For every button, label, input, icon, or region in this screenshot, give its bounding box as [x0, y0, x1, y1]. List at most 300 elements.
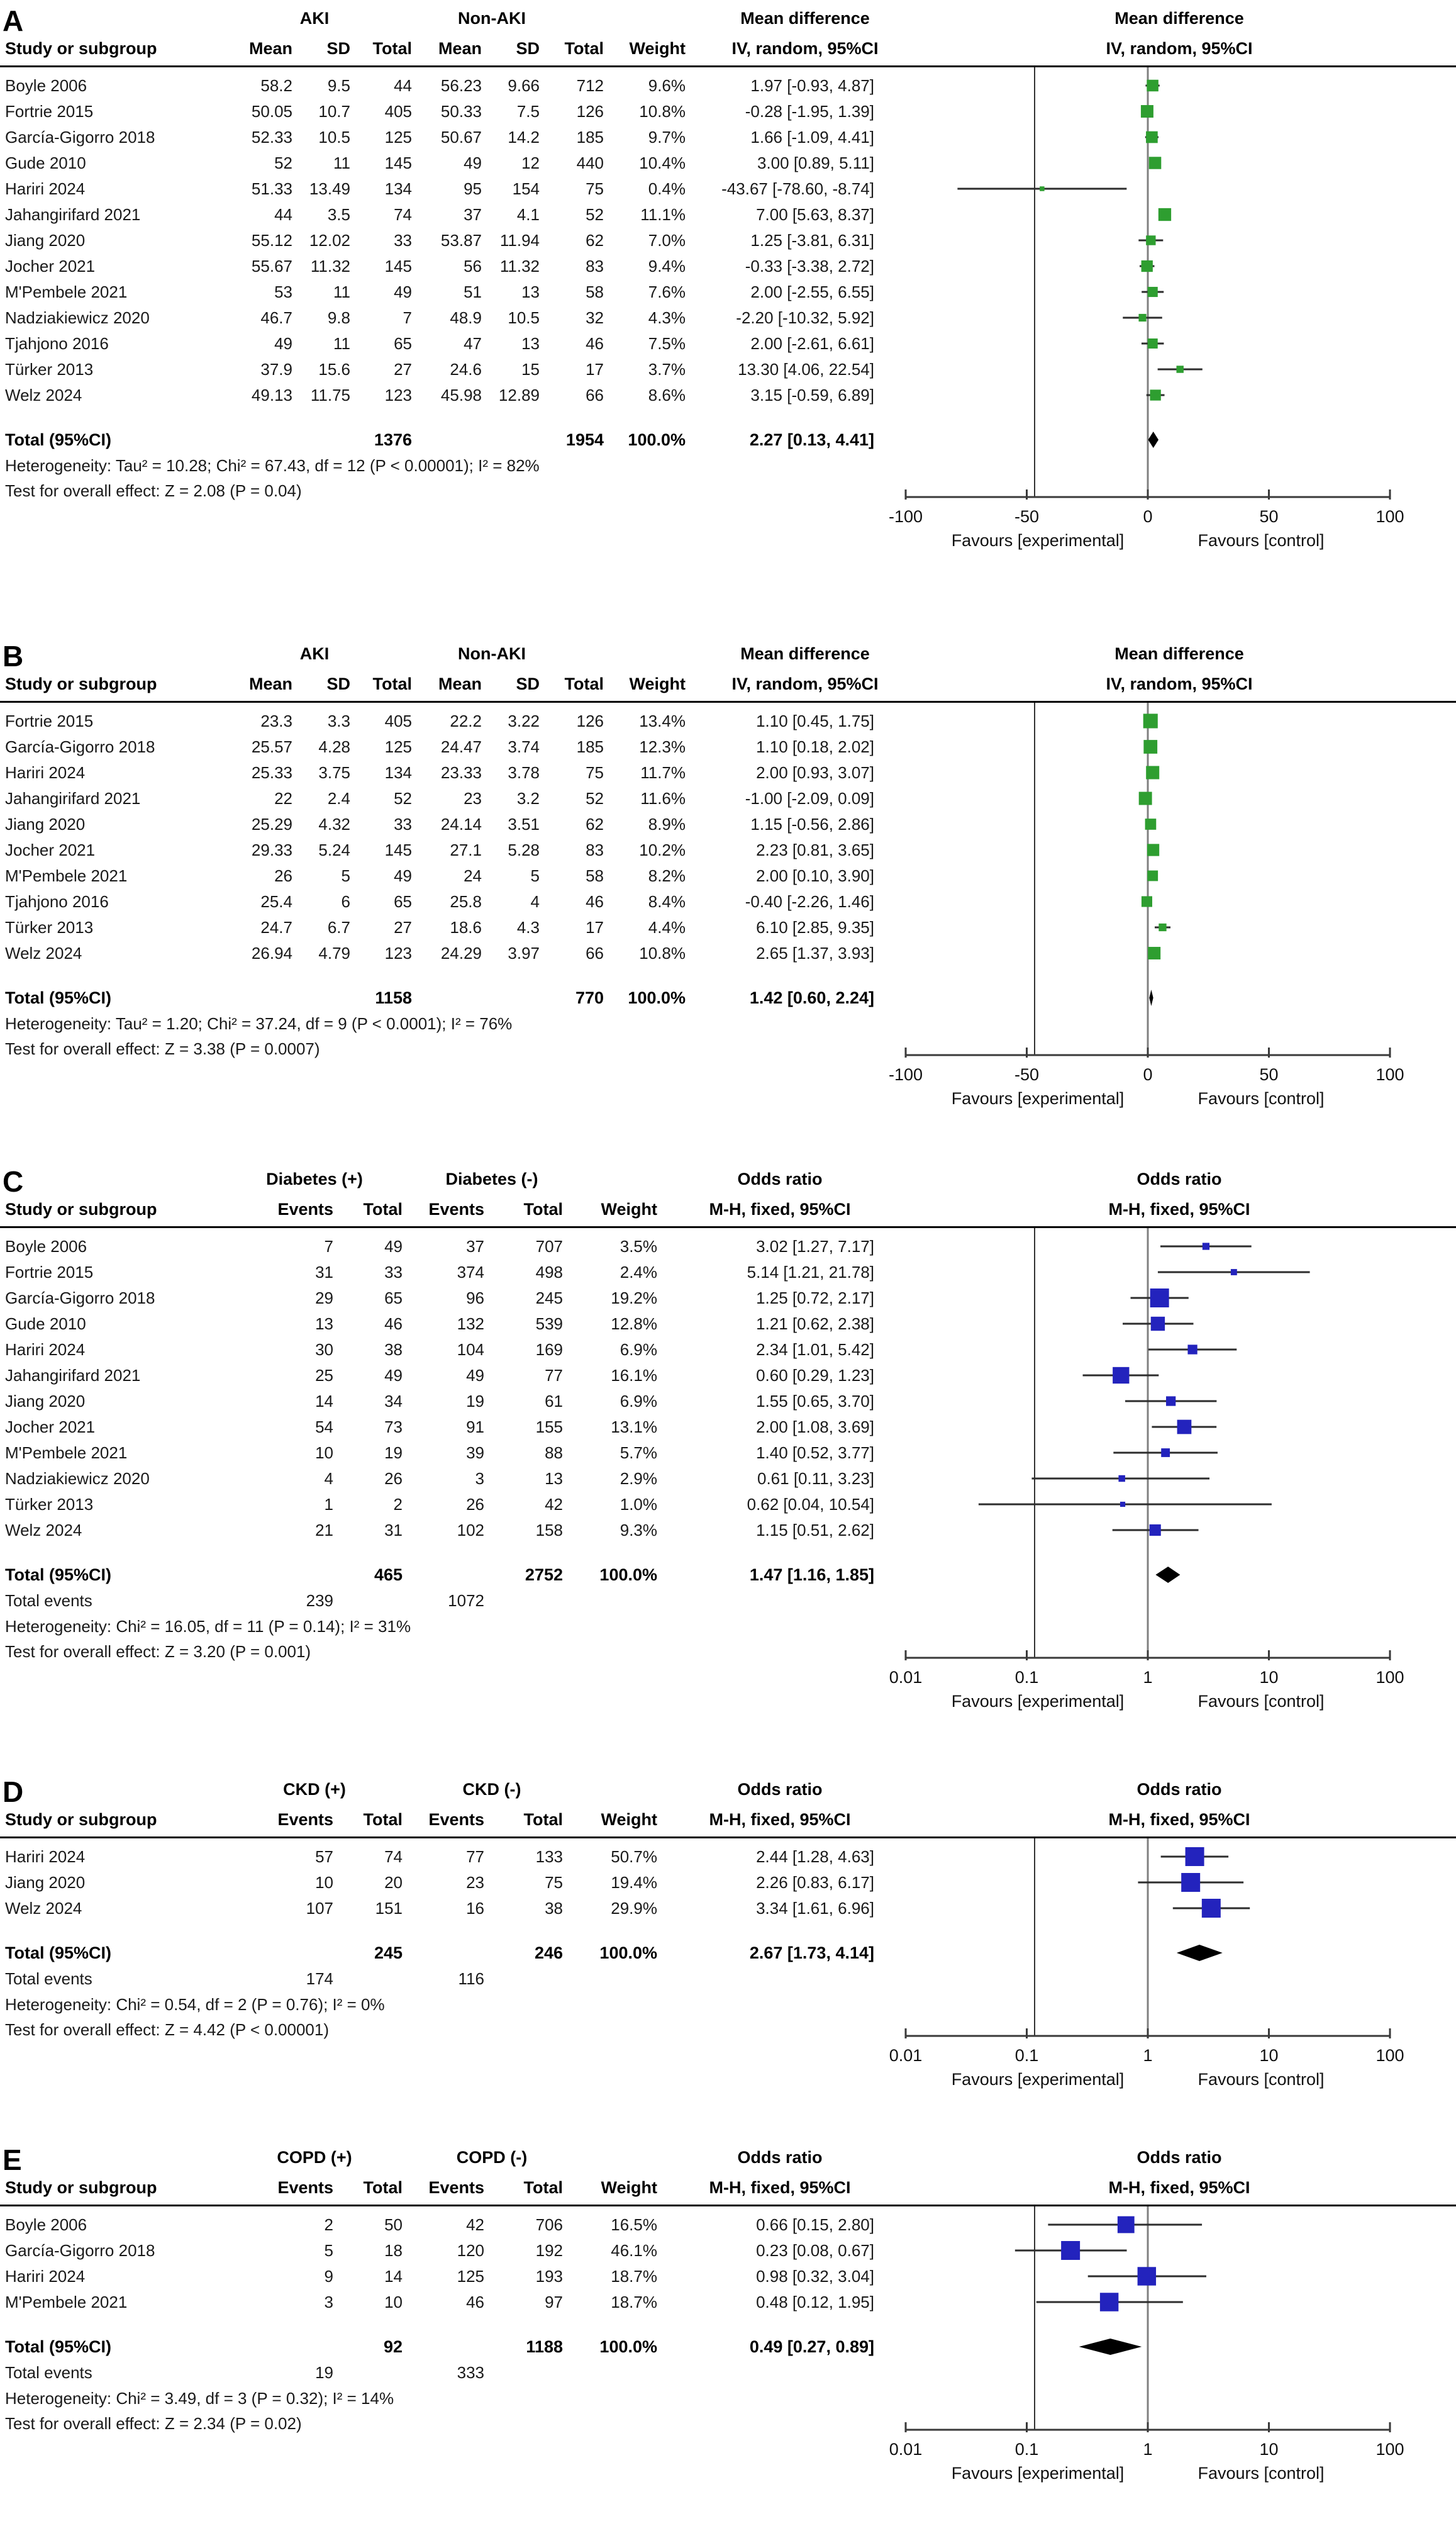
study-label: Jahangirifard 2021 — [5, 789, 141, 808]
cell-value: 24.14 — [440, 815, 482, 834]
effect-marker — [1148, 947, 1160, 959]
study-column-header: Study or subgroup — [5, 1200, 157, 1219]
cell-value: 31 — [384, 1521, 403, 1540]
cell-value: 52 — [586, 205, 604, 224]
effect-ci-text: 0.61 [0.11, 3.23] — [757, 1469, 874, 1488]
effect-ci-text: 1.25 [0.72, 2.17] — [756, 1288, 874, 1307]
effect-ci-text: 0.98 [0.32, 3.04] — [756, 2267, 874, 2286]
column-header-weight: Weight — [629, 674, 686, 693]
cell-value: 9.6% — [648, 76, 686, 95]
cell-value: 132 — [457, 1314, 484, 1333]
cell-value: 707 — [535, 1237, 563, 1256]
total-weight: 100.0% — [599, 1943, 657, 1962]
cell-value: 51 — [464, 282, 482, 301]
method-header-stats: IV, random, 95%CI — [731, 39, 879, 58]
column-header-events: Events — [277, 1810, 333, 1829]
group2-header: Diabetes (-) — [445, 1170, 538, 1188]
effect-ci-text: 3.00 [0.89, 5.11] — [757, 154, 874, 172]
cell-value: 37 — [464, 205, 482, 224]
effect-title-stats: Odds ratio — [737, 1170, 823, 1188]
cell-value: 7.6% — [648, 282, 686, 301]
panel-E — [0, 2139, 1456, 2521]
cell-value: 23 — [464, 789, 482, 808]
cell-value: 44 — [274, 205, 292, 224]
overall-effect-text: Test for overall effect: Z = 2.34 (P = 0.02) — [5, 2414, 302, 2433]
effect-marker — [1161, 1448, 1170, 1457]
column-header-total: Total — [564, 39, 604, 58]
cell-value: 13.49 — [309, 179, 350, 198]
cell-value: 52.33 — [251, 128, 292, 147]
effect-title-stats: Mean difference — [740, 9, 870, 28]
effect-ci-text: 1.10 [0.18, 2.02] — [756, 737, 874, 756]
effect-ci-text: 6.10 [2.85, 9.35] — [756, 918, 874, 937]
axis-tick-label: 0 — [1143, 1065, 1153, 1084]
cell-value: 11.32 — [310, 257, 350, 276]
study-label: Jocher 2021 — [5, 841, 96, 859]
cell-value: 11 — [333, 154, 350, 172]
cell-value: 125 — [384, 737, 412, 756]
cell-value: 75 — [586, 763, 604, 782]
cell-value: 25.57 — [251, 737, 292, 756]
cell-value: 2.4 — [327, 789, 350, 808]
effect-marker — [1147, 844, 1159, 856]
total-events-group2: 1072 — [448, 1591, 484, 1610]
column-header-total: Total — [523, 1810, 563, 1829]
effect-marker — [1203, 1243, 1209, 1249]
cell-value: 25.29 — [251, 815, 292, 834]
cell-value: 47 — [464, 334, 482, 353]
effect-marker — [1147, 80, 1159, 92]
cell-value: 125 — [384, 128, 412, 147]
total-effect-ci: 1.42 [0.60, 2.24] — [749, 988, 874, 1007]
total-n-group2: 246 — [534, 1943, 563, 1962]
cell-value: 10.5 — [508, 308, 540, 327]
cell-value: 6.9% — [620, 1340, 657, 1359]
total-row-label: Total (95%CI) — [5, 988, 112, 1007]
cell-value: 27 — [394, 360, 412, 379]
cell-value: 58 — [586, 866, 604, 885]
effect-marker — [1149, 157, 1161, 169]
header-rule — [0, 65, 1456, 67]
method-header-stats: M-H, fixed, 95%CI — [709, 2178, 851, 2197]
column-header-total: Total — [523, 1200, 563, 1219]
axis-tick-label: 100 — [1375, 1065, 1404, 1084]
effect-ci-text: 3.02 [1.27, 7.17] — [756, 1237, 874, 1256]
cell-value: 50.05 — [251, 102, 292, 121]
cell-value: 19 — [384, 1443, 403, 1462]
panel-D — [0, 1771, 1456, 2139]
panel-letter: A — [3, 4, 24, 37]
effect-ci-text: -1.00 [-2.09, 0.09] — [745, 789, 874, 808]
cell-value: 16.5% — [611, 2215, 657, 2234]
cell-value: 10.8% — [639, 944, 686, 963]
axis-tick-label: 0.01 — [889, 2046, 923, 2065]
total-n-group1: 1376 — [374, 430, 412, 449]
cell-value: 11.75 — [310, 386, 350, 405]
effect-marker — [1166, 1396, 1175, 1406]
axis-tick-label: 10 — [1259, 2440, 1279, 2459]
cell-value: 8.2% — [648, 866, 686, 885]
axis-tick-label: 1 — [1143, 2440, 1153, 2459]
axis-tick-label: -50 — [1014, 1065, 1040, 1084]
effect-marker — [1176, 366, 1183, 372]
axis-tick-label: 0.1 — [1014, 2440, 1039, 2459]
column-header-total: Total — [363, 1810, 403, 1829]
total-events-group2: 333 — [457, 2363, 484, 2382]
favours-experimental-label: Favours [experimental] — [951, 531, 1125, 550]
cell-value: 22.2 — [450, 712, 482, 730]
cell-value: 154 — [512, 179, 540, 198]
cell-value: 23.3 — [260, 712, 292, 730]
effect-marker — [1187, 1344, 1197, 1354]
cell-value: 19 — [466, 1392, 484, 1411]
axis-tick-label: 100 — [1375, 1668, 1404, 1687]
total-events-group1: 239 — [306, 1591, 333, 1610]
study-label: M'Pembele 2021 — [5, 2293, 128, 2311]
cell-value: 440 — [576, 154, 604, 172]
heterogeneity-text: Heterogeneity: Tau² = 1.20; Chi² = 37.24, df = 9 (P < 0.0001); I² = 76% — [5, 1014, 513, 1033]
cell-value: 126 — [576, 102, 604, 121]
cell-value: 145 — [384, 257, 412, 276]
axis-tick-label: 100 — [1375, 507, 1404, 526]
cell-value: 34 — [384, 1392, 403, 1411]
cell-value: 65 — [394, 892, 412, 911]
cell-value: 11.94 — [499, 231, 540, 250]
total-n-group1: 465 — [374, 1565, 403, 1584]
cell-value: 55.12 — [251, 231, 292, 250]
cell-value: 4 — [530, 892, 540, 911]
study-label: Jahangirifard 2021 — [5, 205, 141, 224]
cell-value: 4.3 — [516, 918, 540, 937]
study-label: Boyle 2006 — [5, 1237, 87, 1256]
study-label: Türker 2013 — [5, 918, 94, 937]
cell-value: 49 — [394, 866, 412, 885]
study-label: García-Gigorro 2018 — [5, 1288, 155, 1307]
total-row-label: Total (95%CI) — [5, 1943, 112, 1962]
cell-value: 6.7 — [327, 918, 350, 937]
study-label: M'Pembele 2021 — [5, 1443, 128, 1462]
cell-value: 32 — [586, 308, 604, 327]
effect-marker — [1186, 1847, 1204, 1866]
cell-value: 18 — [384, 2241, 403, 2260]
cell-value: 50 — [384, 2215, 403, 2234]
cell-value: 49 — [384, 1237, 403, 1256]
cell-value: 55.67 — [251, 257, 292, 276]
cell-value: 16 — [466, 1899, 484, 1918]
axis-tick-label: 1 — [1143, 1668, 1153, 1687]
cell-value: 498 — [535, 1263, 563, 1282]
column-header-sd: SD — [516, 674, 540, 693]
cell-value: 12.8% — [611, 1314, 657, 1333]
effect-ci-text: 2.44 [1.28, 4.63] — [756, 1847, 874, 1866]
cell-value: 18.6 — [450, 918, 482, 937]
effect-marker — [1147, 871, 1158, 881]
cell-value: 5.24 — [318, 841, 350, 859]
effect-ci-text: 2.26 [0.83, 6.17] — [756, 1873, 874, 1892]
cell-value: 3.22 — [508, 712, 540, 730]
study-label: Boyle 2006 — [5, 76, 87, 95]
overall-effect-text: Test for overall effect: Z = 3.20 (P = 0.001) — [5, 1642, 311, 1661]
cell-value: 19.4% — [611, 1873, 657, 1892]
pooled-diamond — [1148, 432, 1159, 448]
cell-value: 12 — [521, 154, 540, 172]
group1-header: AKI — [299, 9, 330, 28]
total-n-group2: 2752 — [525, 1565, 563, 1584]
total-weight: 100.0% — [628, 988, 686, 1007]
study-column-header: Study or subgroup — [5, 2178, 157, 2197]
study-label: Welz 2024 — [5, 944, 82, 963]
cell-value: 52 — [394, 789, 412, 808]
cell-value: 62 — [586, 815, 604, 834]
effect-ci-text: 13.30 [4.06, 22.54] — [738, 360, 874, 379]
cell-value: 45.98 — [440, 386, 482, 405]
cell-value: 23 — [466, 1873, 484, 1892]
panel-letter: E — [3, 2144, 22, 2176]
effect-title-plot: Odds ratio — [1136, 1170, 1222, 1188]
cell-value: 185 — [576, 128, 604, 147]
effect-marker — [1120, 1502, 1125, 1507]
method-header-stats: M-H, fixed, 95%CI — [709, 1200, 851, 1219]
cell-value: 38 — [384, 1340, 403, 1359]
cell-value: 53 — [274, 282, 292, 301]
cell-value: 14 — [384, 2267, 403, 2286]
cell-value: 4.1 — [516, 205, 540, 224]
total-effect-ci: 0.49 [0.27, 0.89] — [749, 2337, 874, 2356]
cell-value: 50.7% — [611, 1847, 657, 1866]
column-header-weight: Weight — [629, 39, 686, 58]
column-header-events: Events — [428, 2178, 484, 2197]
favours-control-label: Favours [control] — [1198, 531, 1325, 550]
favours-experimental-label: Favours [experimental] — [951, 1089, 1125, 1108]
cell-value: 97 — [545, 2293, 563, 2311]
favours-control-label: Favours [control] — [1198, 1692, 1325, 1711]
column-header-total: Total — [363, 1200, 403, 1219]
effect-marker — [1142, 260, 1153, 272]
effect-marker — [1145, 819, 1157, 830]
cell-value: 15 — [521, 360, 540, 379]
column-header-total: Total — [372, 39, 412, 58]
cell-value: 3.51 — [508, 815, 540, 834]
cell-value: 13.1% — [611, 1417, 657, 1436]
cell-value: 3.7% — [648, 360, 686, 379]
effect-ci-text: 2.00 [-2.55, 6.55] — [750, 282, 874, 301]
effect-ci-text: 0.48 [0.12, 1.95] — [756, 2293, 874, 2311]
study-label: Türker 2013 — [5, 1495, 94, 1514]
cell-value: 33 — [394, 231, 412, 250]
total-effect-ci: 1.47 [1.16, 1.85] — [749, 1565, 874, 1584]
cell-value: 14 — [315, 1392, 333, 1411]
effect-title-stats: Mean difference — [740, 644, 870, 663]
axis-tick-label: 50 — [1259, 1065, 1279, 1084]
effect-marker — [1177, 1420, 1192, 1434]
cell-value: 95 — [464, 179, 482, 198]
cell-value: 24 — [464, 866, 482, 885]
cell-value: 712 — [576, 76, 604, 95]
effect-ci-text: 1.40 [0.52, 3.77] — [756, 1443, 874, 1462]
total-weight: 100.0% — [599, 2337, 657, 2356]
cell-value: 3 — [324, 2293, 333, 2311]
column-header-total: Total — [523, 2178, 563, 2197]
effect-ci-text: 1.66 [-1.09, 4.41] — [750, 128, 874, 147]
method-header-plot: IV, random, 95%CI — [1106, 674, 1253, 693]
cell-value: 14.2 — [508, 128, 540, 147]
heterogeneity-text: Heterogeneity: Tau² = 10.28; Chi² = 67.43, df = 12 (P < 0.00001); I² = 82% — [5, 456, 540, 475]
cell-value: 49.13 — [251, 386, 292, 405]
column-header-total: Total — [372, 674, 412, 693]
study-label: Jocher 2021 — [5, 1417, 96, 1436]
cell-value: 17 — [586, 918, 604, 937]
study-label: M'Pembele 2021 — [5, 866, 128, 885]
method-header-stats: IV, random, 95%CI — [731, 674, 879, 693]
cell-value: 77 — [545, 1366, 563, 1385]
study-label: García-Gigorro 2018 — [5, 737, 155, 756]
cell-value: 56 — [464, 257, 482, 276]
study-label: Nadziakiewicz 2020 — [5, 1469, 150, 1488]
effect-ci-text: 0.60 [0.29, 1.23] — [756, 1366, 874, 1385]
effect-ci-text: -43.67 [-78.60, -8.74] — [721, 179, 874, 198]
effect-ci-text: -0.40 [-2.26, 1.46] — [745, 892, 874, 911]
cell-value: 3.97 — [508, 944, 540, 963]
cell-value: 706 — [535, 2215, 563, 2234]
group1-header: AKI — [299, 644, 330, 663]
cell-value: 125 — [457, 2267, 484, 2286]
cell-value: 5 — [324, 2241, 333, 2260]
cell-value: 48.9 — [450, 308, 482, 327]
axis-tick-label: 0.01 — [889, 2440, 923, 2459]
total-weight: 100.0% — [599, 1565, 657, 1584]
cell-value: 4.32 — [318, 815, 350, 834]
cell-value: 49 — [466, 1366, 484, 1385]
favours-control-label: Favours [control] — [1198, 1089, 1325, 1108]
group2-header: CKD (-) — [462, 1780, 521, 1799]
overall-effect-text: Test for overall effect: Z = 3.38 (P = 0.0007) — [5, 1039, 320, 1058]
effect-marker — [1138, 314, 1146, 321]
cell-value: 29 — [315, 1288, 333, 1307]
cell-value: 8.6% — [648, 386, 686, 405]
group2-header: Non-AKI — [458, 644, 526, 663]
pooled-diamond — [1149, 990, 1153, 1006]
method-header-plot: M-H, fixed, 95%CI — [1108, 1810, 1250, 1829]
effect-ci-text: 5.14 [1.21, 21.78] — [747, 1263, 874, 1282]
study-label: M'Pembele 2021 — [5, 282, 128, 301]
cell-value: 49 — [384, 1366, 403, 1385]
study-label: Fortrie 2015 — [5, 1263, 94, 1282]
cell-value: 158 — [535, 1521, 563, 1540]
cell-value: 37.9 — [260, 360, 292, 379]
effect-ci-text: 3.34 [1.61, 6.96] — [756, 1899, 874, 1918]
panel-letter: D — [3, 1775, 24, 1808]
cell-value: 151 — [375, 1899, 403, 1918]
cell-value: 12.3% — [639, 737, 686, 756]
cell-value: 38 — [545, 1899, 563, 1918]
effect-ci-text: 2.34 [1.01, 5.42] — [756, 1340, 874, 1359]
cell-value: 1.0% — [620, 1495, 657, 1514]
effect-marker — [1148, 287, 1158, 297]
cell-value: 10.5 — [318, 128, 350, 147]
cell-value: 10.8% — [639, 102, 686, 121]
cell-value: 52 — [586, 789, 604, 808]
cell-value: 4.3% — [648, 308, 686, 327]
cell-value: 123 — [384, 944, 412, 963]
total-events-label: Total events — [5, 2363, 92, 2382]
effect-marker — [1150, 1288, 1169, 1307]
panel-C — [0, 1161, 1456, 1771]
pooled-diamond — [1177, 1945, 1223, 1961]
cell-value: 7.0% — [648, 231, 686, 250]
effect-title-stats: Odds ratio — [737, 2148, 823, 2167]
cell-value: 192 — [535, 2241, 563, 2260]
cell-value: 4.79 — [318, 944, 350, 963]
cell-value: 133 — [535, 1847, 563, 1866]
panel-letter: C — [3, 1165, 24, 1198]
study-label: Welz 2024 — [5, 1899, 82, 1918]
study-label: Fortrie 2015 — [5, 712, 94, 730]
cell-value: 21 — [315, 1521, 333, 1540]
study-column-header: Study or subgroup — [5, 1810, 157, 1829]
panel-B — [0, 635, 1456, 1161]
heterogeneity-text: Heterogeneity: Chi² = 0.54, df = 2 (P = 0.76); I² = 0% — [5, 1995, 385, 2014]
cell-value: 26.94 — [251, 944, 292, 963]
cell-value: 7.5% — [648, 334, 686, 353]
effect-title-plot: Mean difference — [1114, 9, 1244, 28]
cell-value: 145 — [384, 154, 412, 172]
cell-value: 39 — [466, 1443, 484, 1462]
axis-tick-label: -50 — [1014, 507, 1040, 526]
cell-value: 3.2 — [516, 789, 540, 808]
cell-value: 88 — [545, 1443, 563, 1462]
effect-ci-text: 1.15 [0.51, 2.62] — [756, 1521, 874, 1540]
effect-marker — [1202, 1899, 1221, 1918]
cell-value: 91 — [466, 1417, 484, 1436]
cell-value: 3.74 — [508, 737, 540, 756]
cell-value: 6 — [341, 892, 350, 911]
cell-value: 107 — [306, 1899, 333, 1918]
cell-value: 11.7% — [640, 763, 686, 782]
cell-value: 11.32 — [499, 257, 540, 276]
axis-tick-label: 1 — [1143, 2046, 1153, 2065]
effect-ci-text: 2.00 [0.10, 3.90] — [756, 866, 874, 885]
effect-ci-text: 2.00 [-2.61, 6.61] — [750, 334, 874, 353]
effect-marker — [1159, 924, 1166, 931]
cell-value: 16.1% — [611, 1366, 657, 1385]
total-n-group1: 245 — [374, 1943, 403, 1962]
cell-value: 120 — [457, 2241, 484, 2260]
forest-plot-area — [0, 1161, 1456, 1771]
effect-marker — [1231, 1269, 1237, 1275]
method-header-plot: M-H, fixed, 95%CI — [1108, 1200, 1250, 1219]
effect-marker — [1139, 792, 1152, 805]
heterogeneity-text: Heterogeneity: Chi² = 16.05, df = 11 (P = 0.14); I² = 31% — [5, 1617, 411, 1636]
axis-tick-label: 100 — [1375, 2046, 1404, 2065]
total-events-group2: 116 — [458, 1969, 484, 1988]
cell-value: 49 — [274, 334, 292, 353]
cell-value: 5 — [341, 866, 350, 885]
cell-value: 49 — [464, 154, 482, 172]
cell-value: 58.2 — [260, 76, 292, 95]
effect-marker — [1138, 2267, 1156, 2285]
cell-value: 50.33 — [440, 102, 482, 121]
column-header-mean: Mean — [438, 674, 482, 693]
total-row-label: Total (95%CI) — [5, 2337, 112, 2356]
cell-value: 155 — [535, 1417, 563, 1436]
favours-experimental-label: Favours [experimental] — [951, 1692, 1125, 1711]
cell-value: 46 — [586, 892, 604, 911]
effect-marker — [1146, 235, 1155, 245]
cell-value: 4.4% — [648, 918, 686, 937]
forest-plot-area — [0, 635, 1456, 1161]
effect-title-plot: Odds ratio — [1136, 1780, 1222, 1799]
total-effect-ci: 2.27 [0.13, 4.41] — [749, 430, 874, 449]
